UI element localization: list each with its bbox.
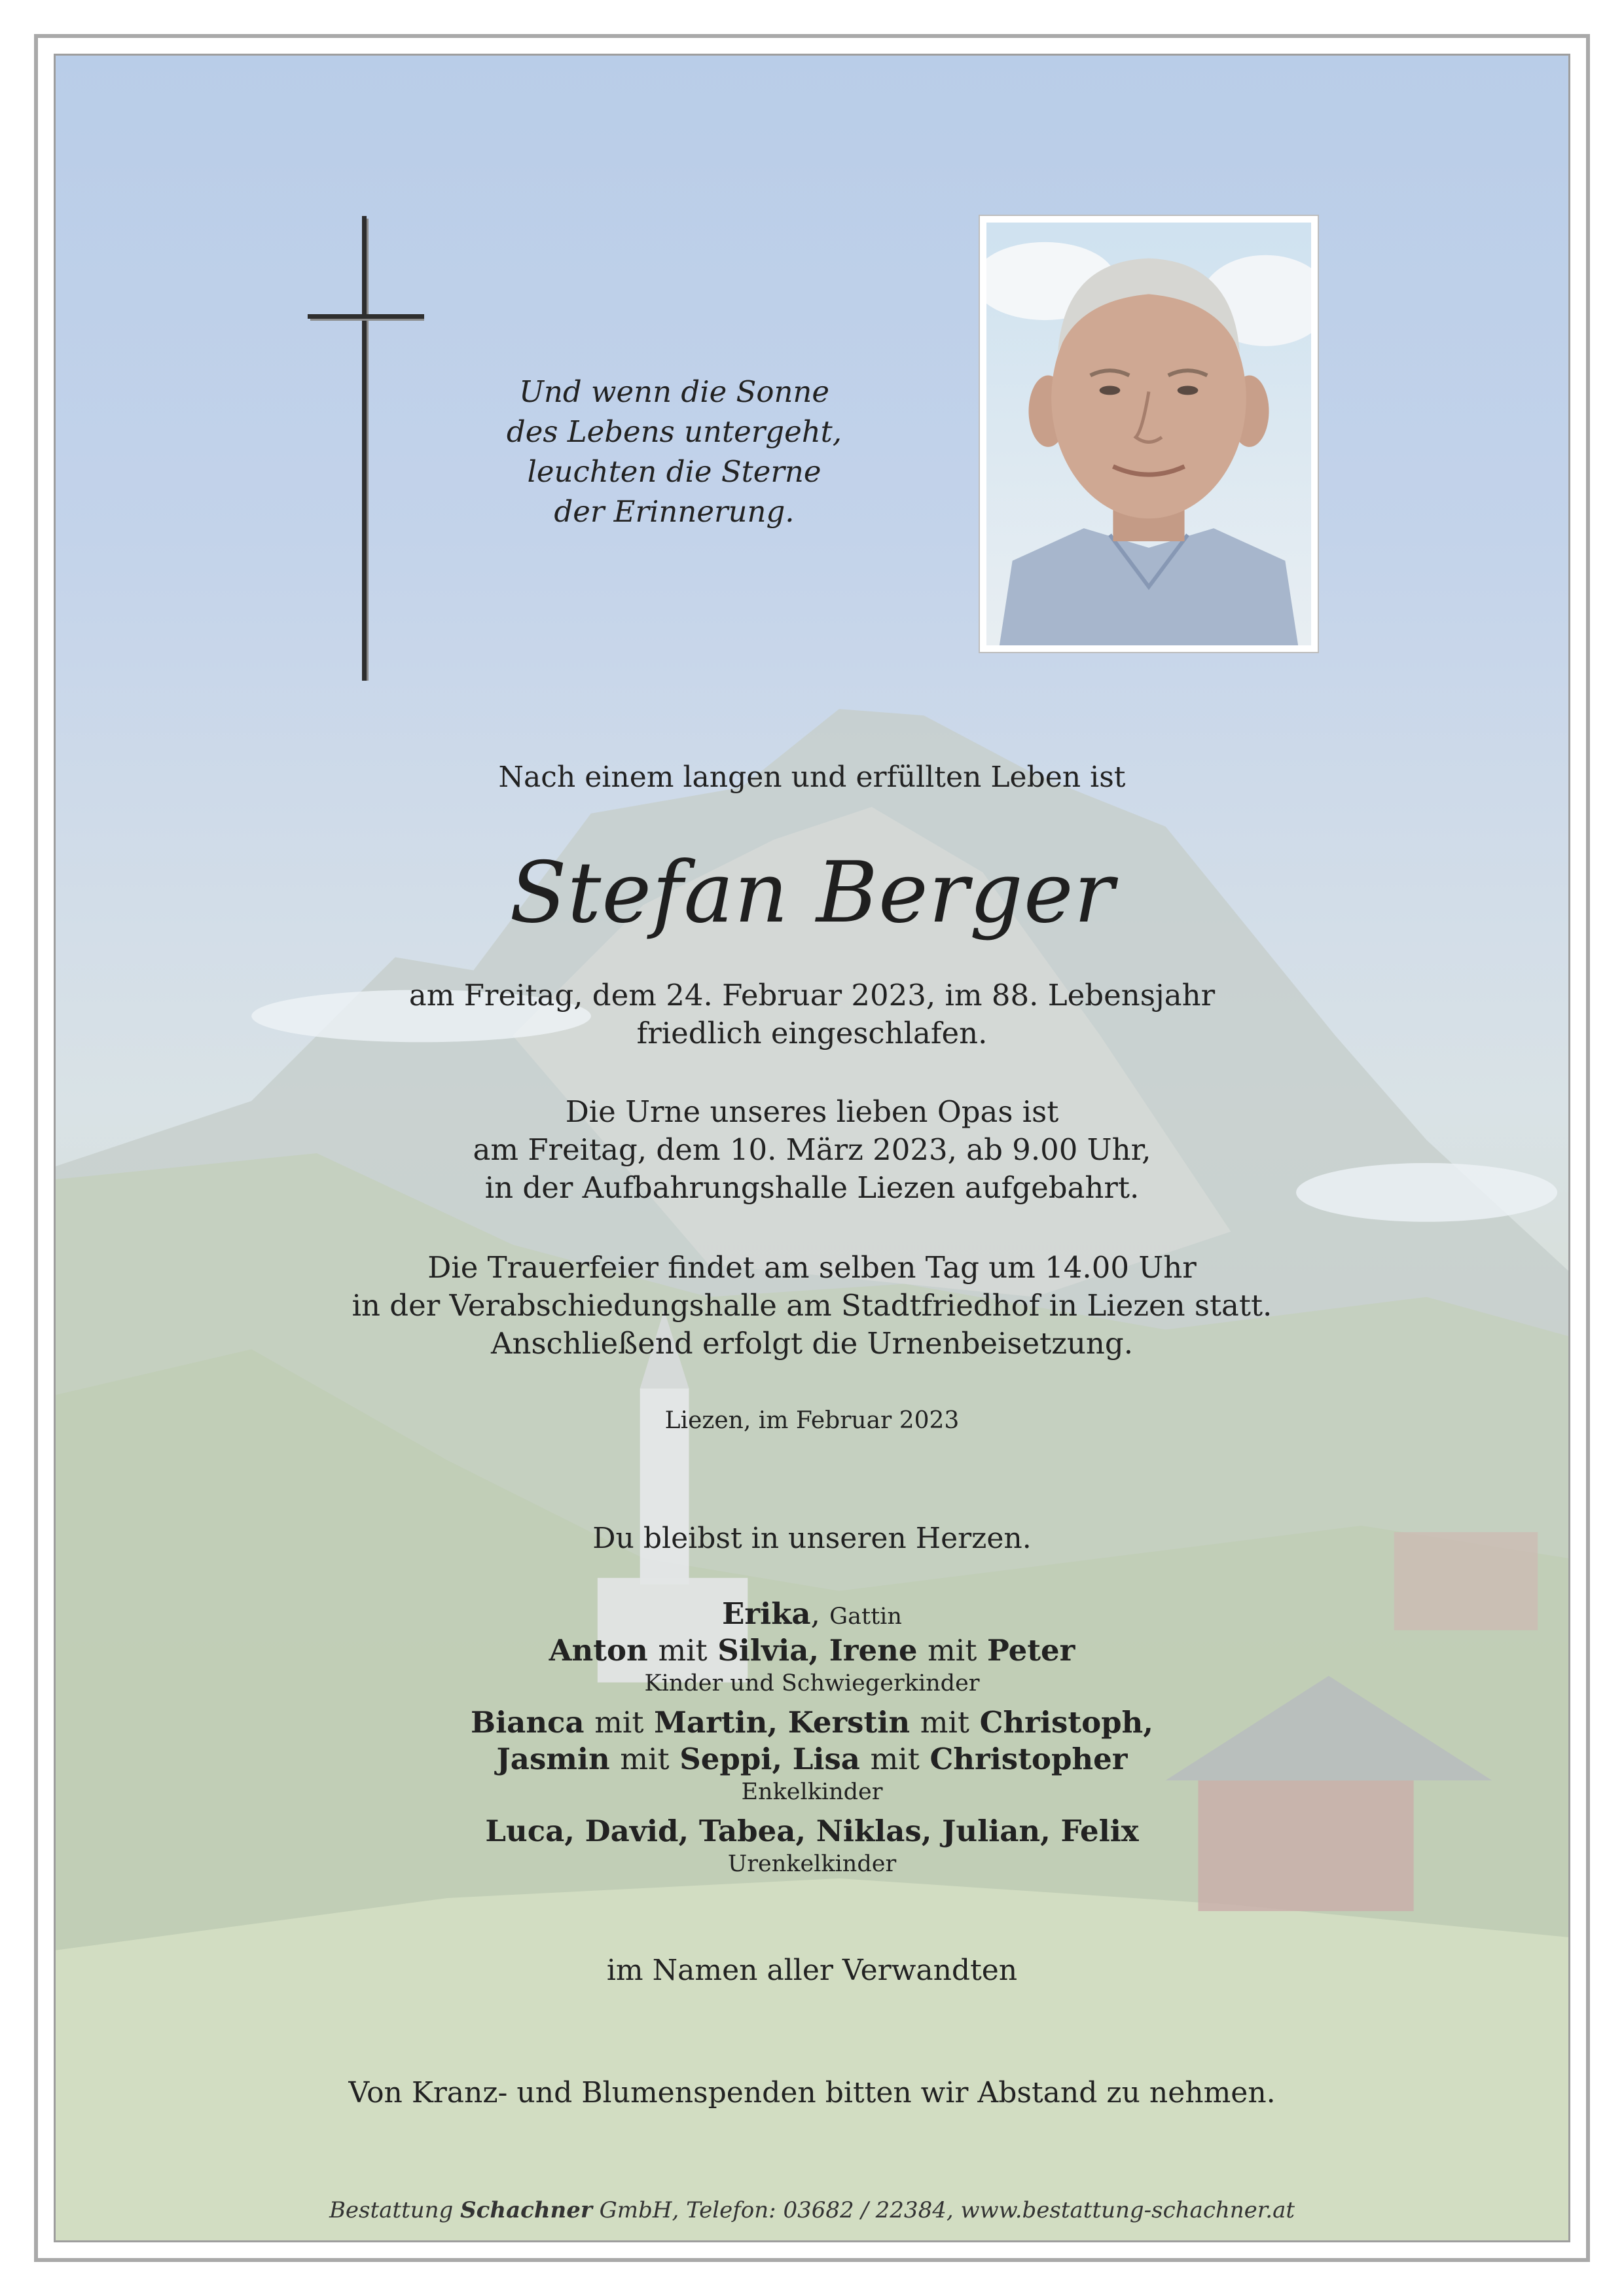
intro-text: Nach einem langen und erfüllten Leben ist <box>498 761 1126 794</box>
text-line: friedlich eingeschlafen. <box>636 1016 988 1050</box>
quote-line: der Erinnerung. <box>554 494 795 529</box>
quote-line: des Lebens untergeht, <box>506 414 842 449</box>
mourner-name: Silvia <box>717 1633 809 1668</box>
wife-role: Gattin <box>829 1604 902 1630</box>
heart-line: Du bleibst in unseren Herzen. <box>592 1522 1032 1555</box>
children-line: Anton mit Silvia, Irene mit Peter <box>549 1633 1075 1668</box>
mourners-list <box>0 1596 1624 1878</box>
mourner-name: Anton <box>549 1633 648 1668</box>
quote-line: leuchten die Sterne <box>527 454 821 489</box>
mourner-name: Irene <box>829 1633 918 1668</box>
footer-contact: GmbH, Telefon: 03682 / 22384, www.bestattung-schachner.at <box>599 2197 1295 2223</box>
conjunction: mit <box>658 1633 708 1668</box>
mourner-name: Peter <box>986 1633 1075 1668</box>
text-line: in der Verabschiedungshalle am Stadtfriedhof in Liezen statt. <box>352 1288 1272 1323</box>
mourner-name: Jasmin <box>496 1742 610 1776</box>
memorial-quote <box>452 372 897 531</box>
wife-name: Erika <box>722 1596 811 1631</box>
text-line: am Freitag, dem 24. Februar 2023, im 88. Lebensjahr <box>408 978 1216 1013</box>
place-date: Liezen, im Februar 2023 <box>664 1407 960 1434</box>
footer-prefix: Bestattung <box>329 2197 454 2223</box>
grandchildren-line-2: Jasmin mit Seppi, Lisa mit Christopher <box>496 1742 1128 1776</box>
mourner-name: Lisa <box>792 1742 860 1776</box>
portrait-photo <box>986 223 1311 645</box>
text-line: in der Aufbahrungshalle Liezen aufgebahrt. <box>484 1170 1140 1205</box>
conjunction: mit <box>620 1742 670 1776</box>
cross-icon <box>308 216 439 681</box>
relatives-line: im Namen aller Verwandten <box>606 1954 1018 1987</box>
portrait-frame <box>979 215 1319 653</box>
deceased-name: Stefan Berger <box>509 844 1115 942</box>
children-role: Kinder und Schwiegerkinder <box>644 1670 980 1696</box>
text-line: am Freitag, dem 10. März 2023, ab 9.00 Uhr, <box>473 1132 1151 1167</box>
conjunction: mit <box>870 1742 920 1776</box>
funeral-info <box>0 1249 1624 1363</box>
conjunction: mit <box>594 1705 644 1740</box>
mourner-name: Martin <box>654 1705 768 1740</box>
flowers-notice: Von Kranz- und Blumenspenden bitten wir Abstand zu nehmen. <box>348 2076 1276 2109</box>
conjunction: mit <box>928 1633 977 1668</box>
mourner-name: Christoph <box>979 1705 1144 1740</box>
mourner-name: Seppi <box>679 1742 772 1776</box>
quote-line: Und wenn die Sonne <box>518 374 830 409</box>
footer-company: Schachner <box>460 2197 592 2223</box>
funeral-home-footer <box>0 2197 1624 2223</box>
grandchildren-line-1: Bianca mit Martin, Kerstin mit Christoph, <box>471 1705 1153 1740</box>
grandchildren-role: Enkelkinder <box>741 1779 883 1805</box>
mourner-name: Christopher <box>929 1742 1128 1776</box>
mourner-name: Bianca <box>471 1705 585 1740</box>
wife-line: Erika, Gattin <box>722 1596 902 1631</box>
text-line: Die Urne unseres lieben Opas ist <box>565 1094 1059 1129</box>
great-grandchildren-line: Luca, David, Tabea, Niklas, Julian, Felix <box>485 1814 1139 1848</box>
text-line: Anschließend erfolgt die Urnenbeisetzung. <box>490 1326 1133 1361</box>
conjunction: mit <box>920 1705 969 1740</box>
death-announcement <box>0 977 1624 1052</box>
mourner-name: Kerstin <box>787 1705 911 1740</box>
urn-viewing-info <box>0 1093 1624 1207</box>
text-line: Die Trauerfeier findet am selben Tag um 14.00 Uhr <box>427 1250 1197 1285</box>
great-grandchildren-role: Urenkelkinder <box>727 1851 897 1877</box>
